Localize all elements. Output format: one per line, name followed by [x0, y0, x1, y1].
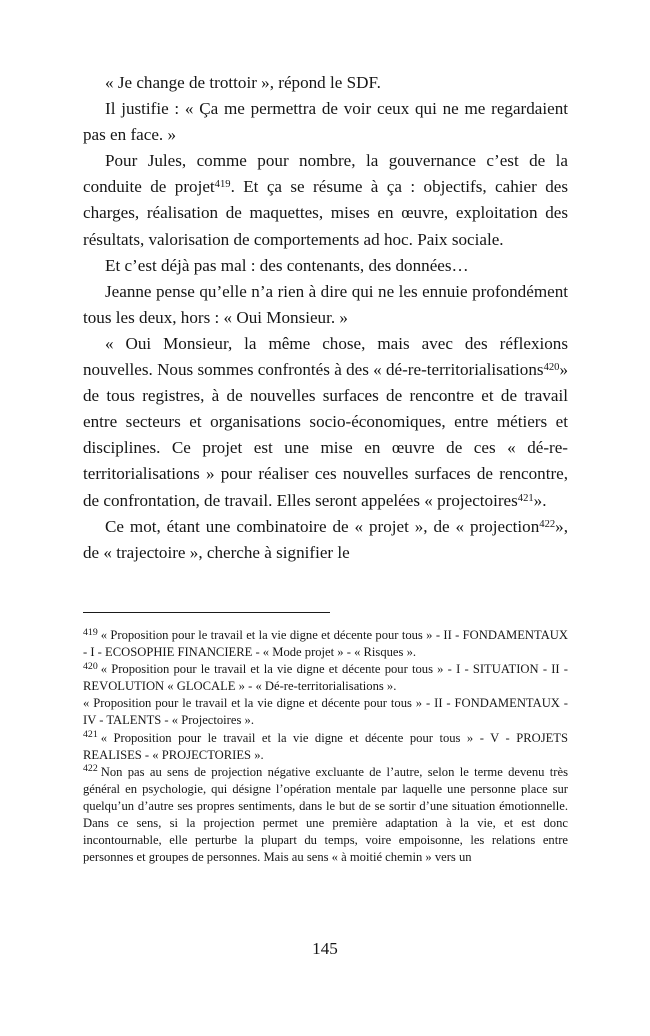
paragraph-3-text-after-footnote: . Et ça se résume à ça : objectifs, cahier des charges, réalisation de maquettes, mises en œuvre, exploitation des résultats, valorisation de comportements ad hoc. Paix sociale. [83, 177, 568, 249]
paragraph-3-text-before-footnote: Pour Jules, comme pour nombre, la gouvernance c’est de la conduite de projet [83, 151, 568, 197]
paragraph-4 [83, 253, 568, 279]
footnote-420-text: « Proposition pour le travail et la vie digne et décente pour tous » - I - SITUATION - II - REVOLUTION « GLOCALE » - « Dé-re-territorialisations ». [83, 662, 568, 694]
paragraph-5-text: Jeanne pense qu’elle n’a rien à dire qui ne les ennuie profondément tous les deux, hors : « Oui Monsieur. » [83, 281, 568, 327]
paragraph-1 [83, 70, 568, 96]
footnote-419 [83, 627, 568, 661]
footnote-marker-422: 422 [83, 763, 98, 775]
paragraph-3 [83, 148, 568, 252]
paragraph-7-text-after-footnote: », de « trajectoire », cherche à signifier le [83, 516, 568, 562]
footnote-420 [83, 661, 568, 695]
footnote-420-continuation [83, 695, 568, 729]
footnote-421-text: « Proposition pour le travail et la vie digne et décente pour tous » - V - PROJETS REALISES - « PROJECTORIES ». [83, 730, 568, 762]
footnote-419-text: « Proposition pour le travail et la vie digne et décente pour tous » - II - FONDAMENTAUX - I - ECOSOPHIE FINANCIERE - « Mode projet » - « Risques ». [83, 628, 568, 660]
paragraph-7-text-before-footnote: Ce mot, étant une combinatoire de « projet », de « projection [105, 516, 540, 536]
footnote-ref-421[interactable]: 421 [517, 492, 534, 504]
footnote-ref-420[interactable]: 420 [543, 362, 560, 374]
footnote-420-continuation-text: « Proposition pour le travail et la vie digne et décente pour tous » - II - FONDAMENTAUX - IV - TALENTS - « Projectoires ». [83, 696, 568, 728]
paragraph-6 [83, 331, 568, 514]
footnote-marker-419: 419 [83, 626, 98, 638]
footnote-ref-422[interactable]: 422 [539, 518, 556, 530]
footnote-marker-421: 421 [83, 729, 98, 741]
paragraph-1-text: « Je change de trottoir », répond le SDF. [105, 73, 381, 92]
paragraph-2-text: Il justifie : « Ça me permettra de voir ceux qui ne me regardaient pas en face. » [83, 99, 568, 145]
paragraph-4-text: Et c’est déjà pas mal : des contenants, des données… [105, 255, 469, 275]
body-text-block [83, 70, 568, 566]
footnote-422-text: Non pas au sens de projection négative excluante de l’autre, selon le terme devenu très général en psychologie, qui désigne l’opération mentale par laquelle une personne place sur quelqu’un d’autre ses propres sentiments, dans le but de se sortir d’une situation émotionnelle. Dans ce sens, si la projection permet une première adaptation à la vie, et est donc incontournable, elle perturbe la plupart du temps, voire empoisonne, les relations entre personnes et groupes de personnes. Mais au sens « à moitié chemin » vers un [83, 764, 568, 865]
footnote-421 [83, 730, 568, 764]
footnote-marker-420: 420 [83, 660, 98, 672]
paragraph-6-text-end: ». [533, 490, 547, 510]
footnote-422 [83, 764, 568, 867]
page-number: 145 [312, 939, 338, 958]
paragraph-5 [83, 279, 568, 331]
paragraph-7 [83, 514, 568, 566]
paragraph-6-text-before-footnote: « Oui Monsieur, la même chose, mais avec des réflexions nouvelles. Nous sommes confrontés à des « dé-re-territorialisations [83, 333, 568, 380]
footnote-area [83, 612, 568, 866]
paragraph-6-text-middle: » de tous registres, à de nouvelles surfaces de rencontre et de travail entre secteurs et organisations socio-économiques, entre métiers et disciplines. Ce projet est une mise en œuvre de ces « dé-re-territorialisations » pour réaliser ces nouvelles surfaces de rencontre, de confrontation, de travail. Elles seront appelées « projectoires [83, 360, 568, 510]
paragraph-2 [83, 96, 568, 148]
footnote-ref-419[interactable]: 419 [214, 179, 231, 191]
footnote-separator-rule [83, 612, 330, 613]
